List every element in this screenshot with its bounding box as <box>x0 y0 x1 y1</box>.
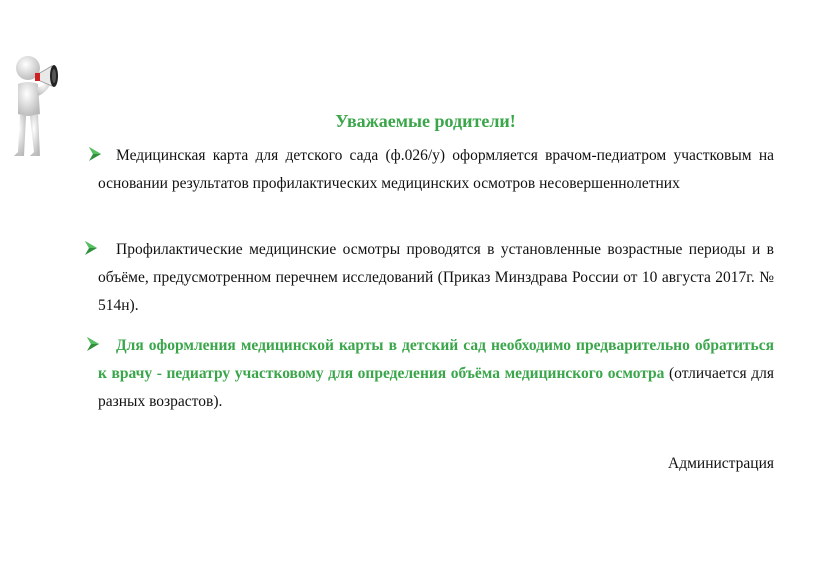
highlighted-text: Для оформления медицинской карты в детский сад необходимо предварительно обратиться к врачу - педиатру участковому для определения объёма медицинского осмотра <box>98 337 774 382</box>
arrow-bullet-icon <box>84 240 98 256</box>
list-item <box>98 142 774 198</box>
list-item <box>98 236 774 320</box>
megaphone-figure-icon <box>8 52 72 160</box>
list-item <box>98 332 774 416</box>
list-item-text <box>98 332 774 416</box>
list-item-text: Профилактические медицинские осмотры проводятся в установленные возрастные периоды и в объёме, предусмотренном перечнем исследований (Приказ Минздрава России от 10 августа 2017г. № 514н). <box>98 241 774 314</box>
page-title: Уважаемые родители! <box>335 111 516 131</box>
arrow-bullet-icon <box>88 146 102 162</box>
list-item-tail: (отличается для разных возрастов). <box>98 365 775 410</box>
signature: Администрация <box>668 455 774 472</box>
list-item-text: Медицинская карта для детского сада (ф.026/у) оформляется врачом-педиатром участковым на основании результатов профилактических медицинских осмотров несовершеннолетних <box>98 147 774 192</box>
arrow-bullet-icon <box>86 336 100 352</box>
